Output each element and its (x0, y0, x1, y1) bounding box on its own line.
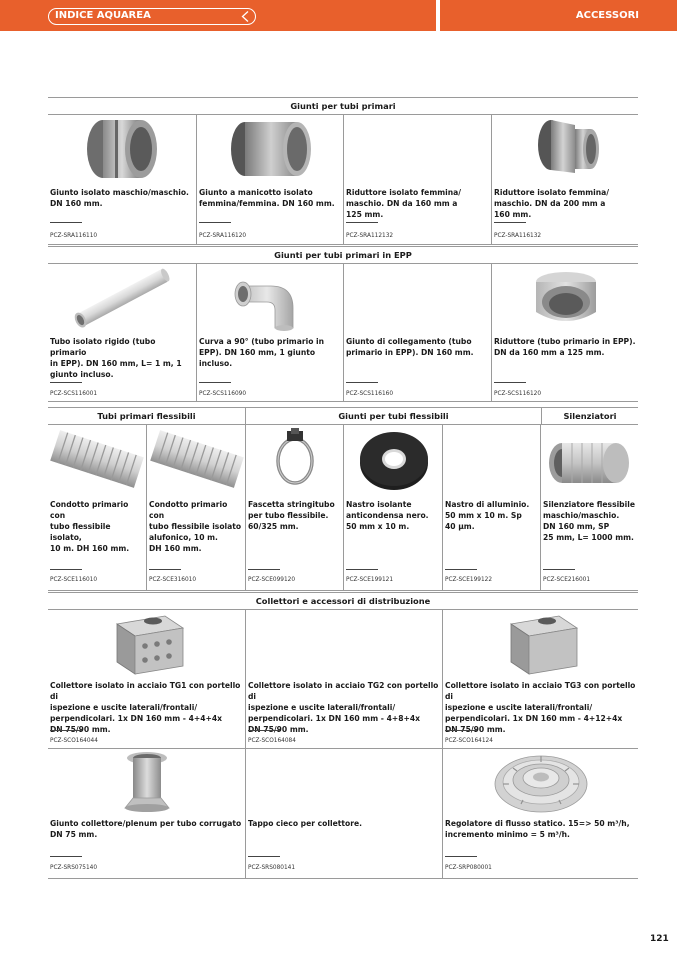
product-cell[interactable]: Nastro di alluminio. 50 mm x 10 m. Sp 40 µm. PCZ-SCE199122 (442, 425, 541, 590)
hose-clamp-icon (265, 425, 325, 493)
product-row-4 (48, 610, 638, 749)
flexible-duct-icon (149, 425, 245, 493)
flexible-duct-icon (49, 425, 145, 493)
section-header-collettori: Collettori e accessori di distribuzione (48, 592, 638, 610)
manifold-box-icon (107, 610, 187, 676)
product-cell[interactable]: Riduttore isolato femmina/ maschio. DN da 160 mm a 125 mm. PCZ-SRA112132 (343, 115, 492, 244)
product-cell[interactable]: Regolatore di flusso statico. 15=> 50 m³/h, incremento minimo = 5 m³/h. PCZ-SRP080001 (442, 748, 639, 878)
product-row-2 (48, 264, 638, 402)
epp-reducer-icon (526, 264, 606, 332)
elbow-icon (231, 264, 311, 332)
index-label: INDICE AQUAREA (55, 10, 151, 21)
plenum-joint-icon (117, 748, 177, 816)
page-number: 121 (650, 934, 669, 944)
product-cell[interactable]: Giunto a manicotto isolato femmina/femmina. DN 160 mm. PCZ-SRA116120 (196, 115, 344, 244)
header-left-bar (0, 0, 436, 31)
product-cell[interactable]: Condotto primario con tubo flessibile isolato, 10 m. DH 160 mm. PCZ-SCE116010 (48, 425, 146, 590)
insulated-coupling-icon (77, 115, 167, 183)
product-cell[interactable]: Collettore isolato in acciaio TG2 con portello di ispezione e uscite laterali/frontali/ perpendicolari. 1x DN 160 mm - 4+8+4x DN 75/90 mm. PCZ-SCO164084 (245, 610, 443, 748)
product-cell[interactable]: Silenziatore flessibile maschio/maschio. DN 160 mm, SP 25 mm, L= 1000 mm. PCZ-SCE216001 (540, 425, 639, 590)
product-cell[interactable]: Giunto di collegamento (tubo primario in EPP). DN 160 mm. PCZ-SCS116160 (343, 264, 492, 401)
flow-regulator-icon (491, 748, 591, 816)
black-tape-icon (354, 425, 434, 493)
product-row-1 (48, 115, 638, 245)
product-cell[interactable]: Giunto isolato maschio/maschio. DN 160 mm. PCZ-SRA116110 (48, 115, 196, 244)
product-cell[interactable]: Tubo isolato rigido (tubo primario in EPP). DN 160 mm, L= 1 m, 1 giunto incluso. PCZ-SCS116001 (48, 264, 196, 401)
section-header-tubi-flessibili: Tubi primari flessibili (48, 407, 245, 425)
product-cell[interactable]: Collettore isolato in acciaio TG3 con portello di ispezione e uscite laterali/frontali/ perpendicolari. 1x DN 160 mm - 4+12+4x DN 75/90 mm. PCZ-SCO164124 (442, 610, 639, 748)
sleeve-coupling-icon (221, 115, 321, 183)
section-header-silenziatori: Silenziatori (541, 407, 638, 425)
product-cell[interactable]: Riduttore isolato femmina/ maschio. DN da 200 mm a 160 mm. PCZ-SRA116132 (491, 115, 639, 244)
product-cell[interactable]: Collettore isolato in acciaio TG1 con portello di ispezione e uscite laterali/frontali/ perpendicolari. 1x DN 160 mm - 4+4+4x DN 75/90 mm. PCZ-SCO164044 (48, 610, 245, 748)
product-row-5 (48, 748, 638, 879)
header-right-bar (440, 0, 677, 31)
product-cell[interactable]: Curva a 90° (tubo primario in EPP). DN 160 mm, 1 giunto incluso. PCZ-SCS116090 (196, 264, 344, 401)
section-header-giunti-primari: Giunti per tubi primari (48, 97, 638, 115)
product-cell[interactable]: Nastro isolante anticondensa nero. 50 mm x 10 m. PCZ-SCE199121 (343, 425, 443, 590)
index-back-button[interactable] (48, 8, 256, 25)
manifold-box-icon (501, 610, 581, 676)
top-bar (0, 0, 677, 31)
reducer-icon (531, 115, 601, 183)
product-cell[interactable]: Tappo cieco per collettore. PCZ-SRS080141 (245, 748, 443, 878)
product-cell[interactable]: Fascetta stringitubo per tubo flessibile. 60/325 mm. PCZ-SCE099120 (245, 425, 344, 590)
product-cell[interactable]: Giunto collettore/plenum per tubo corrugato DN 75 mm. PCZ-SRS075140 (48, 748, 245, 878)
product-cell[interactable]: Riduttore (tubo primario in EPP). DN da 160 mm a 125 mm. PCZ-SCS116120 (491, 264, 639, 401)
section-title: ACCESSORI (575, 10, 639, 21)
product-cell[interactable]: Condotto primario con tubo flessibile isolato alufonico, 10 m. DH 160 mm. PCZ-SCE316010 (146, 425, 246, 590)
chevron-left-icon (240, 10, 251, 23)
section-header-giunti-epp: Giunti per tubi primari in EPP (48, 246, 638, 264)
rigid-pipe-icon (67, 264, 177, 332)
product-row-3 (48, 425, 638, 591)
silencer-icon (542, 425, 638, 493)
section-header-giunti-flessibili: Giunti per tubi flessibili (245, 407, 541, 425)
